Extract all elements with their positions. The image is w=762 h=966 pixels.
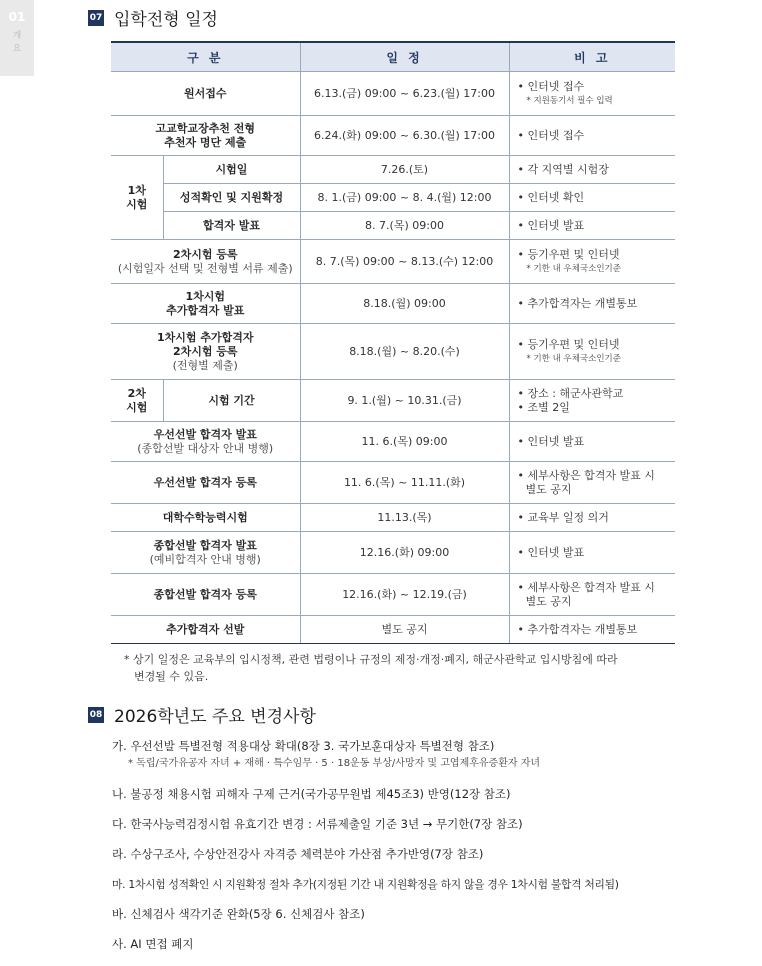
row-note-sub: * 지원동기서 필수 입력 bbox=[526, 95, 613, 106]
header-schedule: 일 정 bbox=[300, 42, 509, 72]
row-note: • 장소 : 해군사관학교 • 조별 2일 bbox=[509, 380, 675, 422]
list-item: 마. 1차시험 성적확인 시 지원확정 절차 추가(지정된 기간 내 지원확정을 하지 않을 경우 1차시험 불합격 처리됨) bbox=[112, 878, 619, 891]
list-item: 다. 한국사능력검정시험 유효기간 변경 : 서류제출일 기준 3년 → 무기한(7장 참조) bbox=[112, 817, 523, 831]
row-date: 8.18.(월) ~ 8.20.(수) bbox=[300, 324, 509, 380]
list-item: 가. 우선선발 특별전형 적용대상 확대(8장 3. 국가보훈대상자 특별전형 참조) * 독립/국가유공자 자녀 + 재해 · 특수임무 · 5 · 18운동 부상/사망자 및 고엽제후유증환자 자녀 bbox=[112, 738, 712, 786]
table-row bbox=[111, 324, 675, 380]
section-title: 2026학년도 주요 변경사항 bbox=[114, 707, 316, 727]
table-row bbox=[111, 284, 675, 324]
table-row bbox=[111, 156, 675, 184]
row-note: • 인터넷 접수 bbox=[509, 116, 675, 156]
table-row bbox=[111, 380, 675, 422]
row-label: 원서접수 bbox=[111, 72, 300, 116]
row-date: 11.13.(목) bbox=[300, 504, 509, 532]
row-label: 고교학교장추천 전형 추천자 명단 제출 bbox=[111, 116, 300, 156]
row-label: 합격자 발표 bbox=[163, 212, 300, 240]
table-row bbox=[111, 212, 675, 240]
row-date: 9. 1.(월) ~ 10.31.(금) bbox=[300, 380, 509, 422]
row-label: 종합선발 합격자 등록 bbox=[111, 574, 300, 616]
chapter-side-tab bbox=[0, 0, 34, 76]
table-row bbox=[111, 462, 675, 504]
row-date: 12.16.(화) ~ 12.19.(금) bbox=[300, 574, 509, 616]
table-row bbox=[111, 116, 675, 156]
row-date: 8.18.(월) 09:00 bbox=[300, 284, 509, 324]
row-date: 7.26.(토) bbox=[300, 156, 509, 184]
row-label: 시험 기간 bbox=[163, 380, 300, 422]
row-note-sub: * 기한 내 우체국소인기준 bbox=[526, 263, 621, 274]
list-item: 라. 수상구조사, 수상안전강사 자격증 체력분야 가산점 추가반영(7장 참조) bbox=[112, 847, 484, 861]
group-label-second-exam: 2차 시험 bbox=[111, 380, 163, 422]
table-header-row bbox=[111, 42, 675, 72]
row-date: 8. 7.(목) 09:00 ~ 8.13.(수) 12:00 bbox=[300, 240, 509, 284]
row-label: 종합선발 합격자 발표 (예비합격자 안내 병행) bbox=[111, 532, 300, 574]
row-note: • 등기우편 및 인터넷 * 기한 내 우체국소인기준 bbox=[509, 324, 675, 380]
chapter-label: 개요 bbox=[12, 31, 22, 54]
row-label: 대학수학능력시험 bbox=[111, 504, 300, 532]
table-row bbox=[111, 532, 675, 574]
table-row bbox=[111, 240, 675, 284]
section-07-heading bbox=[88, 5, 218, 30]
section-title: 입학전형 일정 bbox=[114, 10, 218, 30]
header-remarks: 비 고 bbox=[509, 42, 675, 72]
table-row bbox=[111, 422, 675, 462]
row-label: 1차시험 추가합격자 발표 bbox=[111, 284, 300, 324]
row-date: 6.24.(화) 09:00 ~ 6.30.(월) 17:00 bbox=[300, 116, 509, 156]
table-row bbox=[111, 184, 675, 212]
row-label: 성적확인 및 지원확정 bbox=[163, 184, 300, 212]
changes-list bbox=[112, 738, 712, 966]
row-note: • 인터넷 발표 bbox=[509, 212, 675, 240]
row-note: • 교육부 일정 의거 bbox=[509, 504, 675, 532]
section-08-heading bbox=[88, 702, 316, 727]
row-note: • 세부사항은 합격자 발표 시 별도 공지 bbox=[509, 462, 675, 504]
row-date: 8. 7.(목) 09:00 bbox=[300, 212, 509, 240]
list-item: 바. 신체검사 색각기준 완화(5장 6. 신체검사 참조) bbox=[112, 907, 365, 921]
row-date: 11. 6.(목) ~ 11.11.(화) bbox=[300, 462, 509, 504]
row-label: 추가합격자 선발 bbox=[111, 616, 300, 644]
row-note: • 각 지역별 시험장 bbox=[509, 156, 675, 184]
schedule-footnote: * 상기 일정은 교육부의 입시정책, 관련 법령이나 규정의 제정·개정·폐지, 해군사관학교 입시방침에 따라 변경될 수 있음. bbox=[124, 653, 618, 683]
list-item: 나. 불공정 채용시험 피해자 구제 근거(국가공무원법 제45조3) 반영(12장 참조) bbox=[112, 787, 511, 801]
row-note: • 인터넷 접수 * 지원동기서 필수 입력 bbox=[509, 72, 675, 116]
row-date: 6.13.(금) 09:00 ~ 6.23.(월) 17:00 bbox=[300, 72, 509, 116]
table-row bbox=[111, 574, 675, 616]
row-date: 12.16.(화) 09:00 bbox=[300, 532, 509, 574]
row-note: • 세부사항은 합격자 발표 시 별도 공지 bbox=[509, 574, 675, 616]
row-note: • 인터넷 발표 bbox=[509, 532, 675, 574]
list-item: 사. AI 면접 폐지 bbox=[112, 937, 194, 951]
section-number-badge: 08 bbox=[88, 707, 104, 723]
table-row bbox=[111, 72, 675, 116]
row-label: 시험일 bbox=[163, 156, 300, 184]
row-date: 8. 1.(금) 09:00 ~ 8. 4.(월) 12:00 bbox=[300, 184, 509, 212]
row-note: • 인터넷 확인 bbox=[509, 184, 675, 212]
row-note: • 인터넷 발표 bbox=[509, 422, 675, 462]
row-label: 1차시험 추가합격자 2차시험 등록 (전형별 제출) bbox=[111, 324, 300, 380]
row-date: 11. 6.(목) 09:00 bbox=[300, 422, 509, 462]
header-category: 구 분 bbox=[111, 42, 300, 72]
admission-schedule-table bbox=[111, 41, 675, 644]
row-note: • 등기우편 및 인터넷 * 기한 내 우체국소인기준 bbox=[509, 240, 675, 284]
row-note-sub: * 기한 내 우체국소인기준 bbox=[526, 353, 621, 364]
list-item-sub: * 독립/국가유공자 자녀 + 재해 · 특수임무 · 5 · 18운동 부상/사망자 및 고엽제후유증환자 자녀 bbox=[128, 758, 541, 769]
table-row bbox=[111, 504, 675, 532]
table-row bbox=[111, 616, 675, 644]
chapter-number: 01 bbox=[8, 10, 26, 24]
row-date: 별도 공지 bbox=[300, 616, 509, 644]
row-label: 우선선발 합격자 발표 (종합선발 대상자 안내 병행) bbox=[111, 422, 300, 462]
row-label: 2차시험 등록 (시험일자 선택 및 전형별 서류 제출) bbox=[111, 240, 300, 284]
row-label: 우선선발 합격자 등록 bbox=[111, 462, 300, 504]
row-note: • 추가합격자는 개별통보 bbox=[509, 616, 675, 644]
section-number-badge: 07 bbox=[88, 10, 104, 26]
group-label-first-exam: 1차 시험 bbox=[111, 156, 163, 240]
row-note: • 추가합격자는 개별통보 bbox=[509, 284, 675, 324]
